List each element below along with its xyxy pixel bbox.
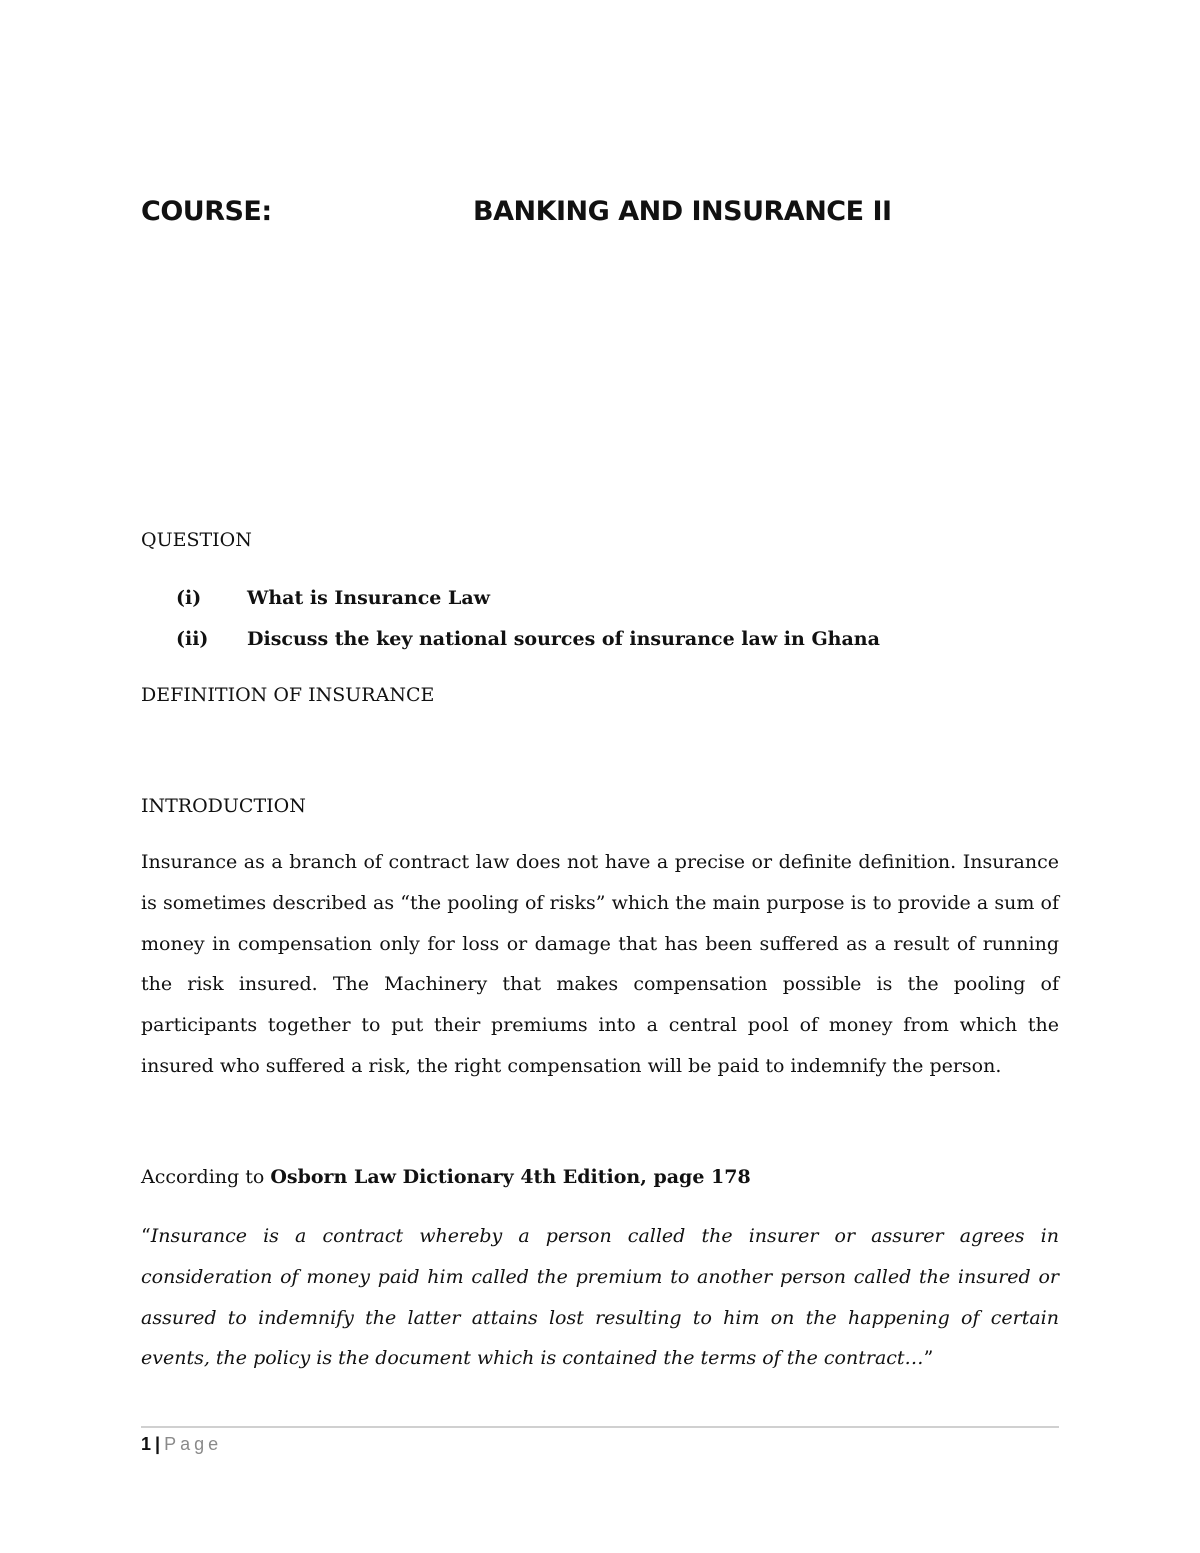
footer-separator: |: [155, 1434, 161, 1454]
page-footer: [141, 1434, 222, 1455]
definition-heading: DEFINITION OF INSURANCE: [141, 684, 435, 706]
page-number: 1: [141, 1434, 152, 1454]
citation-prefix: According to: [141, 1166, 271, 1188]
citation-source: Osborn Law Dictionary 4th Edition, page 178: [270, 1166, 751, 1188]
introduction-heading: INTRODUCTION: [141, 795, 306, 817]
quote-text: Insurance is a contract whereby a person called the insurer or assurer agrees in consideration of money paid him called the premium to another person called the insured or assured to indemnify the latter attains lost resulting to him on the happening of certain events, the policy is the document which is contained the terms of the contract…: [141, 1225, 1059, 1370]
question-heading: QUESTION: [141, 529, 252, 551]
quote-open-mark: “: [141, 1225, 151, 1247]
course-label: COURSE:: [141, 196, 272, 227]
question-item-text: Discuss the key national sources of insurance law in Ghana: [247, 628, 880, 650]
question-item-number: (i): [176, 587, 202, 609]
definition-quote: [141, 1216, 1059, 1379]
quote-close-mark: ”: [923, 1347, 934, 1370]
footer-divider: [141, 1426, 1059, 1428]
page-label: Page: [164, 1434, 223, 1454]
citation-line: [141, 1166, 751, 1188]
introduction-paragraph: Insurance as a branch of contract law does not have a precise or definite definition. Insurance is sometimes described as “the pooling of risks” which the main purpose is to provide a sum of money in compensation only for loss or damage that has been suffered as a result of running the risk insured. The Machinery that makes compensation possible is the pooling of participants together to put their premiums into a central pool of money from which the insured who suffered a risk, the right compensation will be paid to indemnify the person.: [141, 851, 1059, 1077]
question-item-text: What is Insurance Law: [247, 587, 491, 609]
course-title: BANKING AND INSURANCE II: [473, 196, 892, 227]
question-item-number: (ii): [176, 628, 209, 650]
